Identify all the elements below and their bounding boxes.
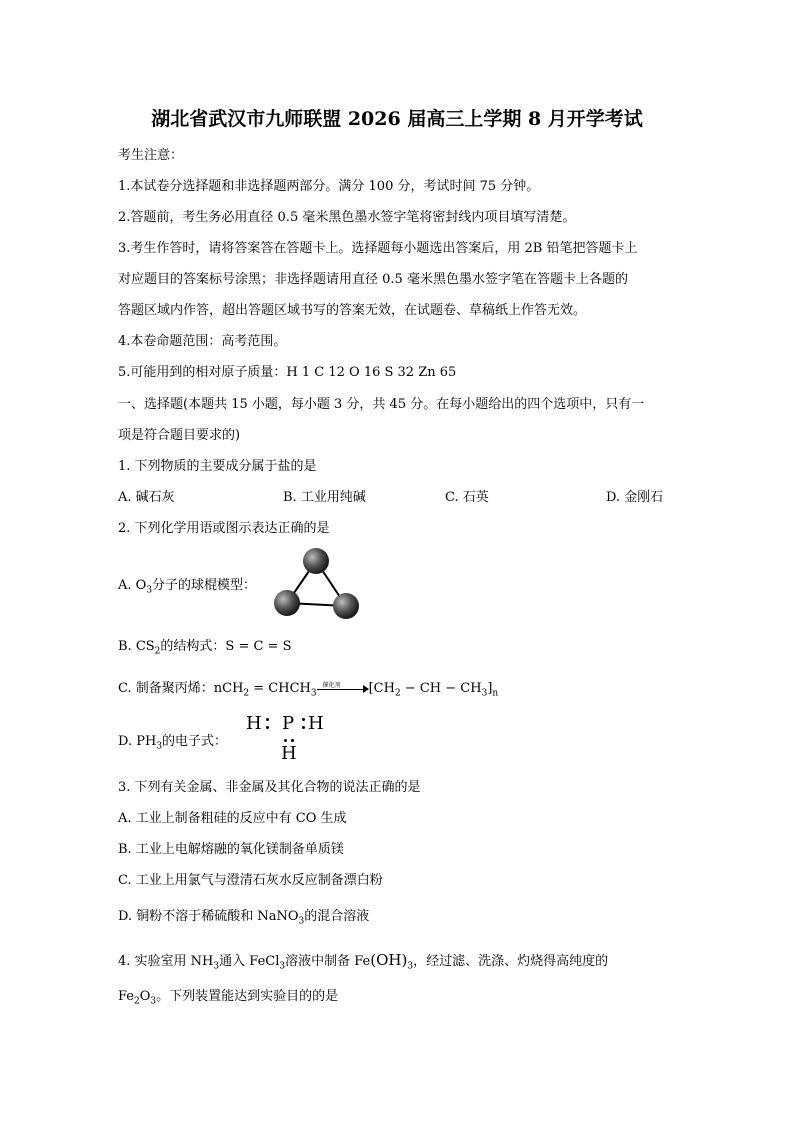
- q2-b-suffix: 的结构式：S = C = S: [160, 639, 292, 654]
- q2-c-sub2: 3: [310, 688, 317, 699]
- q4-l2s1: 2: [134, 996, 140, 1007]
- electron-dot: [266, 718, 269, 721]
- electron-dot: [284, 739, 287, 742]
- q2-d-sub: 3: [156, 741, 163, 752]
- q1-option-c: C. 石英: [445, 490, 489, 505]
- o3-ball-stick-model: [268, 544, 366, 624]
- electron-dot: [291, 739, 294, 742]
- q3-d-suffix: 的混合溶液: [304, 909, 370, 924]
- q2-option-a: [118, 577, 256, 600]
- notice-item-3-line2: 对应题目的答案标号涂黑；非选择题请用直径 0.5 毫米黑色墨水签字笔在答题卡上各题的: [118, 272, 628, 287]
- ph3-electron-formula: [246, 714, 330, 768]
- p-atom: P: [282, 713, 295, 734]
- q2-c-product-a: [CH: [368, 681, 395, 696]
- oxygen-atom-left: [274, 590, 300, 616]
- q3-option-d: [118, 908, 369, 931]
- q3-option-a: A. 工业上制备粗硅的反应中有 CO 生成: [118, 811, 347, 826]
- q2-option-c: [118, 680, 498, 703]
- q2-c-product-b: − CH − CH: [400, 681, 482, 696]
- notice-heading: 考生注意：: [118, 148, 184, 163]
- q2-c-sub4: 3: [481, 688, 488, 699]
- q2-a-prefix: A. O: [118, 578, 147, 593]
- page-title: 湖北省武汉市九师联盟 2026 届高三上学期 8 月开学考试: [151, 108, 643, 130]
- q2-c-sub3: 2: [394, 688, 401, 699]
- q2-c-n: n: [492, 688, 499, 699]
- q3-option-c: C. 工业上用氯气与澄清石灰水反应制备漂白粉: [118, 873, 383, 888]
- q2-b-prefix: B. CS: [118, 639, 155, 654]
- h-bottom: H: [281, 743, 297, 764]
- electron-dot: [302, 726, 305, 729]
- q1-option-b: B. 工业用纯碱: [283, 490, 366, 505]
- q2-d-prefix: D. PH: [118, 734, 157, 749]
- notice-item-5: 5.可能用到的相对原子质量：H 1 C 12 O 16 S 32 Zn 65: [118, 365, 457, 380]
- oxygen-atom-right: [333, 593, 359, 619]
- q3-d-sub: 3: [298, 916, 305, 927]
- notice-item-2: 2.答题前，考生务必用直径 0.5 毫米黑色墨水签字笔将密封线内项目填写清楚。: [118, 210, 576, 225]
- q4-l2s2: 3: [150, 996, 157, 1007]
- q2-c-prefix: C. 制备聚丙烯：nCH: [118, 681, 244, 696]
- electron-dot: [302, 718, 305, 721]
- q2-c-sub1: 2: [243, 688, 250, 699]
- q4-s3: 3: [407, 961, 414, 972]
- q2-option-b: [118, 638, 291, 661]
- q1-option-d: D. 金刚石: [606, 490, 664, 505]
- h-right: H: [308, 713, 324, 734]
- q2-a-sub: 3: [146, 585, 153, 596]
- q4-l2b: O: [139, 989, 151, 1004]
- q2-c-mid: = CHCH: [249, 681, 311, 696]
- q2-a-suffix: 分子的球棍模型：: [152, 578, 257, 593]
- section-heading-line2: 项是符合题目要求的): [118, 428, 241, 443]
- q3-option-b: B. 工业上电解熔融的氧化镁制备单质镁: [118, 842, 344, 857]
- notice-item-3-line1: 3.考生作答时，请将答案答在答题卡上。选择题每小题选出答案后，用 2B 铅笔把答题卡上: [118, 241, 638, 256]
- q1-option-a: A. 碱石灰: [118, 490, 175, 505]
- q4-l2c: 。下列装置能达到实验目的的是: [156, 989, 339, 1004]
- q3-stem: 3. 下列有关金属、非金属及其化合物的说法正确的是: [118, 780, 421, 795]
- q4-s1: 3: [213, 961, 220, 972]
- q4-s2: 3: [279, 961, 286, 972]
- oxygen-atom-top: [303, 548, 329, 574]
- q1-stem: 1. 下列物质的主要成分属于盐的是: [118, 459, 317, 474]
- q4-p1: 4. 实验室用 NH: [118, 954, 214, 969]
- electron-dot: [266, 726, 269, 729]
- notice-item-4: 4.本卷命题范围：高考范围。: [118, 334, 287, 349]
- q4-p3: 溶液中制备 Fe: [285, 954, 371, 969]
- q4-p2: 通入 FeCl: [219, 954, 280, 969]
- q4-stem-line2: [118, 988, 338, 1011]
- q2-stem: 2. 下列化学用语或图示表达正确的是: [118, 521, 330, 536]
- q2-d-suffix: 的电子式：: [162, 734, 228, 749]
- notice-item-1: 1.本试卷分选择题和非选择题两部分。满分 100 分，考试时间 75 分钟。: [118, 179, 540, 194]
- q2-c-product-c: ]: [487, 681, 493, 696]
- q3-d-prefix: D. 铜粉不溶于稀硫酸和 NaNO: [118, 909, 299, 924]
- q2-option-d: [118, 733, 227, 756]
- section-heading-line1: 一、选择题(本题共 15 小题，每小题 3 分，共 45 分。在每小题给出的四个选项中，只有一: [118, 397, 645, 412]
- h-left: H: [246, 713, 262, 734]
- notice-item-3-line3: 答题区域内作答，超出答题区域书写的答案无效，在试题卷、草稿纸上作答无效。: [118, 303, 587, 318]
- q4-stem-line1: [118, 951, 608, 976]
- q2-b-sub: 2: [154, 646, 161, 657]
- q4-paren: (OH): [370, 951, 408, 969]
- q4-p4: ，经过滤、洗涤、灼烧得高纯度的: [413, 954, 609, 969]
- q4-l2a: Fe: [118, 989, 135, 1004]
- catalyst-label: 催化剂: [322, 681, 341, 689]
- reaction-arrow: [317, 682, 369, 696]
